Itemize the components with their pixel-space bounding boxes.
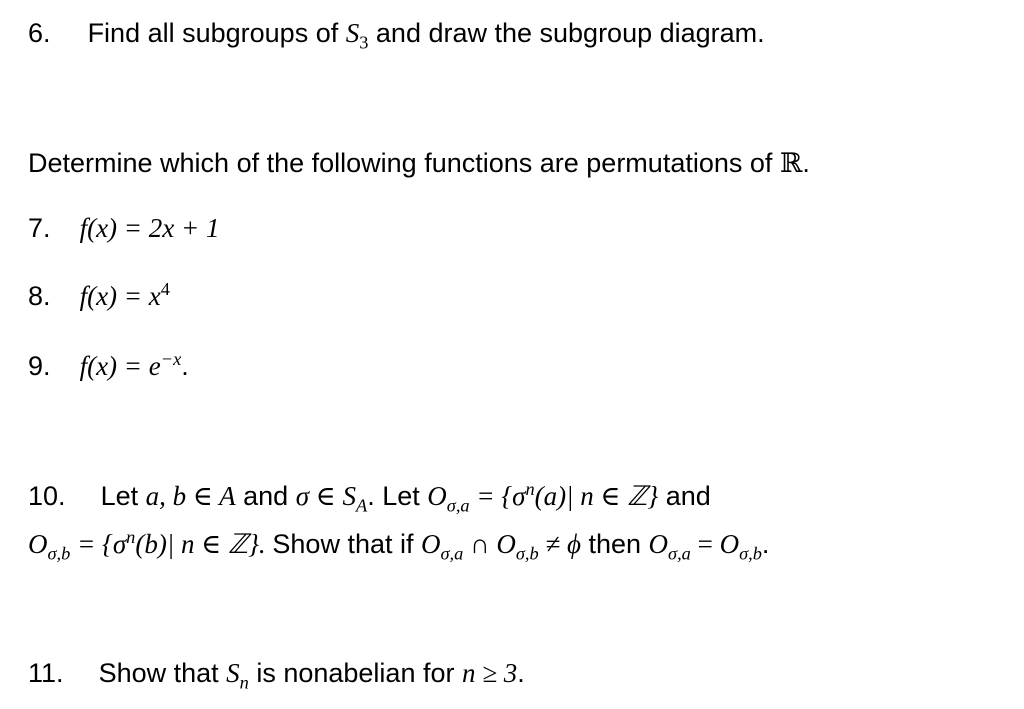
dot: . <box>367 481 383 512</box>
orbit-O-6: O <box>719 529 740 560</box>
intro-period: . <box>802 148 810 178</box>
problem-9-number: 9. <box>28 351 51 382</box>
orbit-O-b: O <box>28 529 48 560</box>
orbit-b-subscript: σ,b <box>47 543 71 564</box>
equals: = <box>690 529 720 560</box>
problem-10-period: . <box>761 529 770 560</box>
orbit-b-set-end: (b)| n ∈ ℤ}. <box>135 529 273 560</box>
power-n: n <box>525 479 535 499</box>
S-subscript-A: A <box>356 495 368 516</box>
symmetric-group-symbol: S <box>345 18 360 48</box>
orbit-6-subscript: σ,b <box>739 543 762 564</box>
Sn-subscript: n <box>239 672 249 693</box>
then-text: then <box>580 529 649 560</box>
problem-9 <box>28 350 189 380</box>
problem-7-expression: (x) = 2x + 1 <box>87 213 220 243</box>
intro-text: Determine which of the following functions are permutations of <box>28 148 780 178</box>
not-empty: ≠ ϕ <box>538 529 581 560</box>
n-condition: n ≥ 3 <box>461 658 518 688</box>
problem-9-f: f <box>79 351 88 382</box>
problem-8-f: f <box>79 281 88 312</box>
orbit-5-subscript: σ,a <box>668 543 691 564</box>
problem-9-expression: (x) = e <box>87 351 161 382</box>
problem-9-period: . <box>181 351 189 382</box>
orbit-O-4: O <box>496 529 516 560</box>
orbit-O-5: O <box>648 529 669 560</box>
intersection: ∩ <box>463 529 497 560</box>
orbit-a-set-end: (a)| n ∈ ℤ} <box>534 481 659 512</box>
and-text: and <box>235 481 296 512</box>
problem-6-number: 6. <box>28 18 51 48</box>
problem-11 <box>28 660 525 692</box>
problem-8 <box>28 280 170 310</box>
problem-8-expression: (x) = x <box>87 281 161 312</box>
problem-7-number: 7. <box>28 213 51 243</box>
problem-9-exponent: −x <box>160 349 182 369</box>
symmetric-group-Sn: S <box>226 658 240 688</box>
reals-symbol: ℝ <box>779 148 803 178</box>
orbit-4-subscript: σ,b <box>515 543 539 564</box>
problem-10-line-2 <box>28 528 769 563</box>
problem-8-number: 8. <box>28 281 51 312</box>
orbit-b-set: = {σ <box>70 529 127 560</box>
problem-7-f: f <box>79 213 88 243</box>
problem-7 <box>28 215 219 242</box>
problem-11-number: 11. <box>28 658 64 688</box>
problem-11-text-b: is nonabelian for <box>248 658 462 688</box>
problem-11-period: . <box>517 658 525 688</box>
and-text-2: and <box>658 481 711 512</box>
orbit-3-subscript: σ,a <box>440 543 464 564</box>
problem-6 <box>28 20 765 52</box>
orbit-a-set: = {σ <box>469 481 526 512</box>
problem-10-line-1 <box>28 480 711 515</box>
orbit-O-3: O <box>421 529 441 560</box>
permutations-intro <box>28 150 810 177</box>
problem-6-text-b: and draw the subgroup diagram. <box>368 18 765 48</box>
let-text-2: Let <box>382 481 428 512</box>
in-A: ∈ A <box>186 481 236 512</box>
problem-8-exponent: 4 <box>160 279 170 299</box>
sigma-in-S: σ ∈ S <box>295 481 356 512</box>
let-text: Let <box>100 481 146 512</box>
problem-10-number: 10. <box>28 481 66 512</box>
orbit-a-subscript: σ,a <box>446 495 470 516</box>
problem-11-text-a: Show that <box>98 658 227 688</box>
orbit-O: O <box>427 481 447 512</box>
show-text: Show that if <box>272 529 421 560</box>
power-n-2: n <box>126 527 136 547</box>
symmetric-group-subscript: 3 <box>359 32 369 53</box>
a-b-vars: a, b <box>145 481 187 512</box>
problem-6-text-a: Find all subgroups of <box>87 18 346 48</box>
